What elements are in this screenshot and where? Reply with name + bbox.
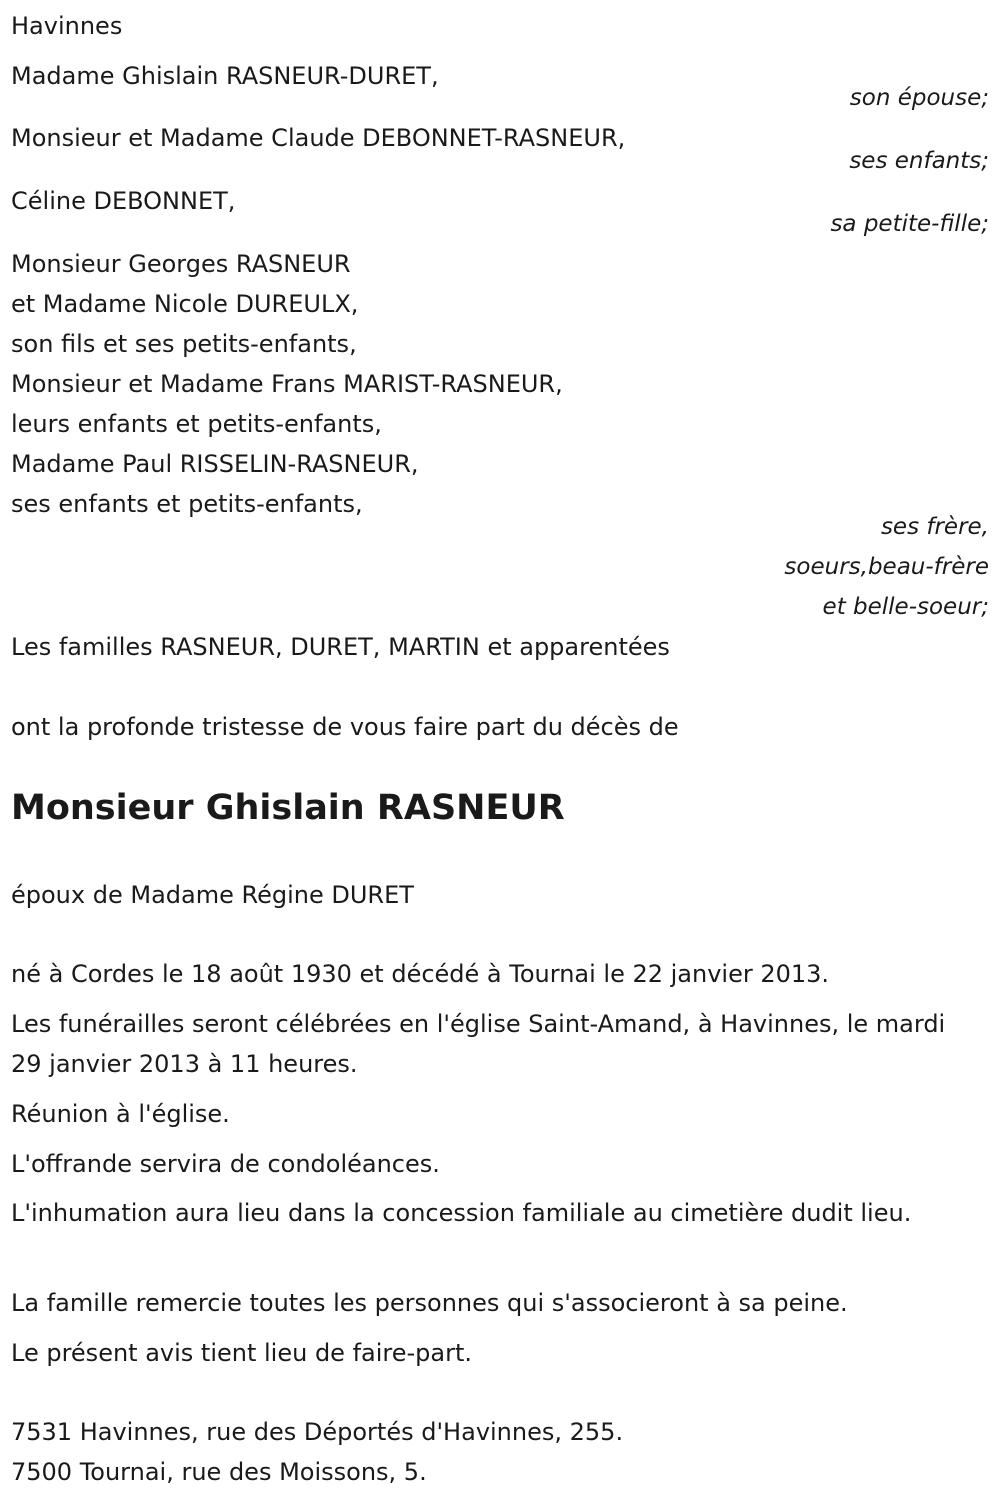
relative-granddaughter-relation: sa petite-fille; — [830, 211, 989, 237]
siblings-relation — [11, 507, 989, 627]
deceased-name: Monsieur Ghislain RASNEUR — [11, 788, 565, 828]
meeting: Réunion à l'église. — [11, 1100, 230, 1128]
siblings-relation-line: ses frère, — [880, 514, 989, 540]
siblings-line: son fils et ses petits-enfants, — [11, 330, 357, 358]
address-line: 7531 Havinnes, rue des Déportés d'Havinnes, 255. — [11, 1418, 624, 1446]
relative-children-name: Monsieur et Madame Claude DEBONNET-RASNEUR, — [11, 124, 626, 152]
addresses — [11, 1412, 623, 1492]
siblings-relation-line: et belle-soeur; — [822, 594, 989, 620]
burial: L'inhumation aura lieu dans la concession familiale au cimetière dudit lieu. — [11, 1199, 912, 1227]
offering: L'offrande servira de condoléances. — [11, 1150, 440, 1178]
siblings-relation-line: soeurs,beau-frère — [784, 554, 989, 580]
siblings-list — [11, 244, 563, 524]
siblings-line: Madame Paul RISSELIN-RASNEUR, — [11, 450, 419, 478]
relative-children-relation: ses enfants; — [849, 148, 989, 174]
relative-spouse-relation: son épouse; — [849, 85, 989, 111]
thanks: La famille remercie toutes les personnes qui s'associeront à sa peine. — [11, 1289, 848, 1317]
place: Havinnes — [11, 12, 123, 40]
siblings-line: leurs enfants et petits-enfants, — [11, 410, 382, 438]
siblings-line: ses enfants et petits-enfants, — [11, 490, 363, 518]
birth-death: né à Cordes le 18 août 1930 et décédé à Tournai le 22 janvier 2013. — [11, 960, 830, 988]
siblings-line: Monsieur et Madame Frans MARIST-RASNEUR, — [11, 370, 563, 398]
notice: Le présent avis tient lieu de faire-part. — [11, 1339, 473, 1367]
address-line: 7500 Tournai, rue des Moissons, 5. — [11, 1458, 427, 1486]
families: Les familles RASNEUR, DURET, MARTIN et apparentées — [11, 633, 670, 661]
funeral-details: Les funérailles seront célébrées en l'église Saint-Amand, à Havinnes, le mardi 29 janvier 2013 à 11 heures. — [11, 1010, 946, 1078]
relative-spouse-name: Madame Ghislain RASNEUR-DURET, — [11, 62, 439, 90]
spouse-line: époux de Madame Régine DURET — [11, 881, 414, 909]
siblings-line: Monsieur Georges RASNEUR — [11, 250, 351, 278]
relative-granddaughter-name: Céline DEBONNET, — [11, 187, 236, 215]
siblings-line: et Madame Nicole DUREULX, — [11, 290, 359, 318]
announcement: ont la profonde tristesse de vous faire part du décès de — [11, 713, 679, 741]
